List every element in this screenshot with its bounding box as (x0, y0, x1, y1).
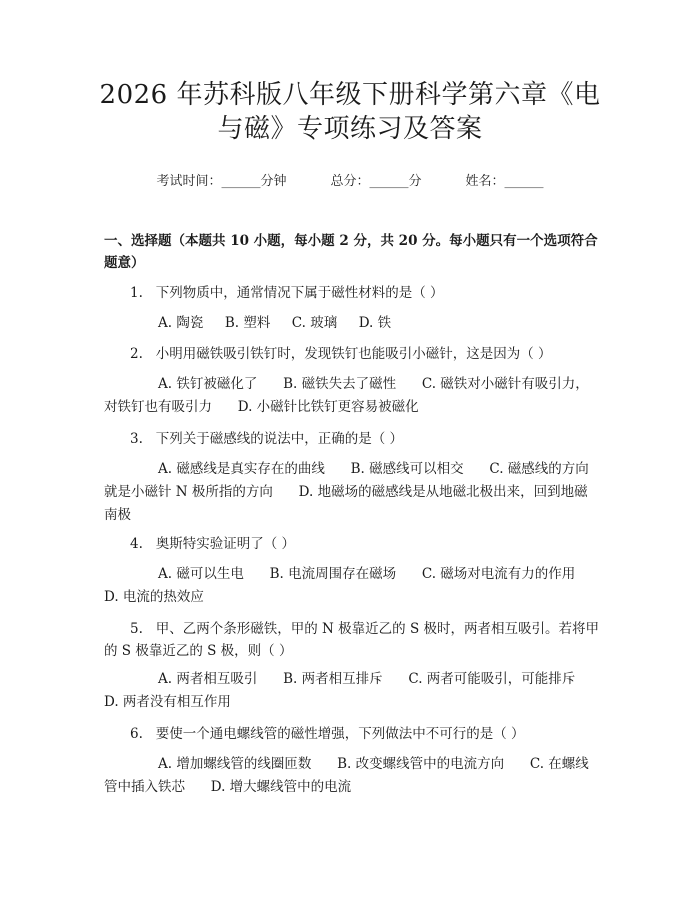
q1-option-b: B. 塑料 (224, 315, 271, 331)
question-6-stem: 6. 要使一个通电螺线管的磁性增强，下列做法中不可行的是（ ） (130, 726, 525, 742)
question-3-options (104, 458, 600, 527)
question-4-options (104, 563, 600, 609)
q2-option-c: C. 磁铁对小磁针有吸引力，对铁钉也有吸引力 (104, 376, 589, 415)
question-5-options (104, 668, 600, 714)
q5-option-c: C. 两者可能吸引，可能排斥 (408, 671, 576, 687)
q5-option-b: B. 两者相互排斥 (283, 671, 383, 687)
question-1-stem: 1. 下列物质中，通常情况下属于磁性材料的是（ ） (130, 285, 444, 301)
q3-option-b: B. 磁感线可以相交 (350, 461, 464, 477)
q1-option-c: C. 玻璃 (291, 315, 338, 331)
question-6-options (104, 753, 600, 799)
question-4-stem: 4. 奥斯特实验证明了（ ） (130, 536, 296, 552)
q6-option-a: A. 增加螺线管的线圈匝数 (158, 756, 312, 772)
q4-option-d: D. 电流的热效应 (104, 589, 204, 605)
q1-option-a: A. 陶瓷 (158, 315, 204, 331)
exam-meta-line (0, 170, 700, 189)
section-heading: 一、选择题（本题共 10 小题，每小题 2 分，共 20 分。每小题只有一个选项符合题意） (104, 233, 598, 271)
q4-option-a: A. 磁可以生电 (158, 566, 244, 582)
q2-option-d: D. 小磁针比铁钉更容易被磁化 (237, 399, 419, 415)
question-2-options (104, 373, 600, 419)
q6-option-c: C. 在螺线管中插入铁芯 (104, 756, 589, 795)
question-5-stem: 5. 甲、乙两个条形磁铁，甲的 N 极靠近乙的 S 极时，两者相互吸引。若将甲的 S 极靠近乙的 S 极，则（ ） (104, 621, 599, 659)
q4-option-b: B. 电流周围存在磁场 (269, 566, 397, 582)
question-1-options (104, 312, 600, 335)
q2-option-b: B. 磁铁失去了磁性 (283, 376, 397, 392)
q4-option-c: C. 磁场对电流有力的作用 (421, 566, 576, 582)
q6-option-d: D. 增大螺线管中的电流 (210, 779, 352, 795)
q3-option-d: D. 地磁场的磁感线是从地磁北极出来，回到地磁南极 (104, 484, 588, 523)
student-name-field: 姓名：______ (465, 174, 544, 189)
q2-option-a: A. 铁钉被磁化了 (158, 376, 258, 392)
question-2-stem: 2. 小明用磁铁吸引铁钉时，发现铁钉也能吸引小磁针，这是因为（ ） (130, 346, 552, 362)
q1-option-d: D. 铁 (358, 315, 392, 331)
question-3-stem: 3. 下列关于磁感线的说法中，正确的是（ ） (130, 431, 404, 447)
q5-option-a: A. 两者相互吸引 (158, 671, 258, 687)
q3-option-a: A. 磁感线是真实存在的曲线 (158, 461, 325, 477)
total-score-field: 总分：______分 (330, 174, 422, 189)
q3-option-c: C. 磁感线的方向就是小磁针 N 极所指的方向 (104, 461, 589, 500)
q5-option-d: D. 两者没有相互作用 (104, 694, 231, 710)
exam-time-field: 考试时间：______分钟 (156, 174, 287, 189)
q6-option-b: B. 改变螺线管中的电流方向 (337, 756, 505, 772)
document-title: 2026 年苏科版八年级下册科学第六章《电与磁》专项练习及答案 (99, 80, 601, 144)
